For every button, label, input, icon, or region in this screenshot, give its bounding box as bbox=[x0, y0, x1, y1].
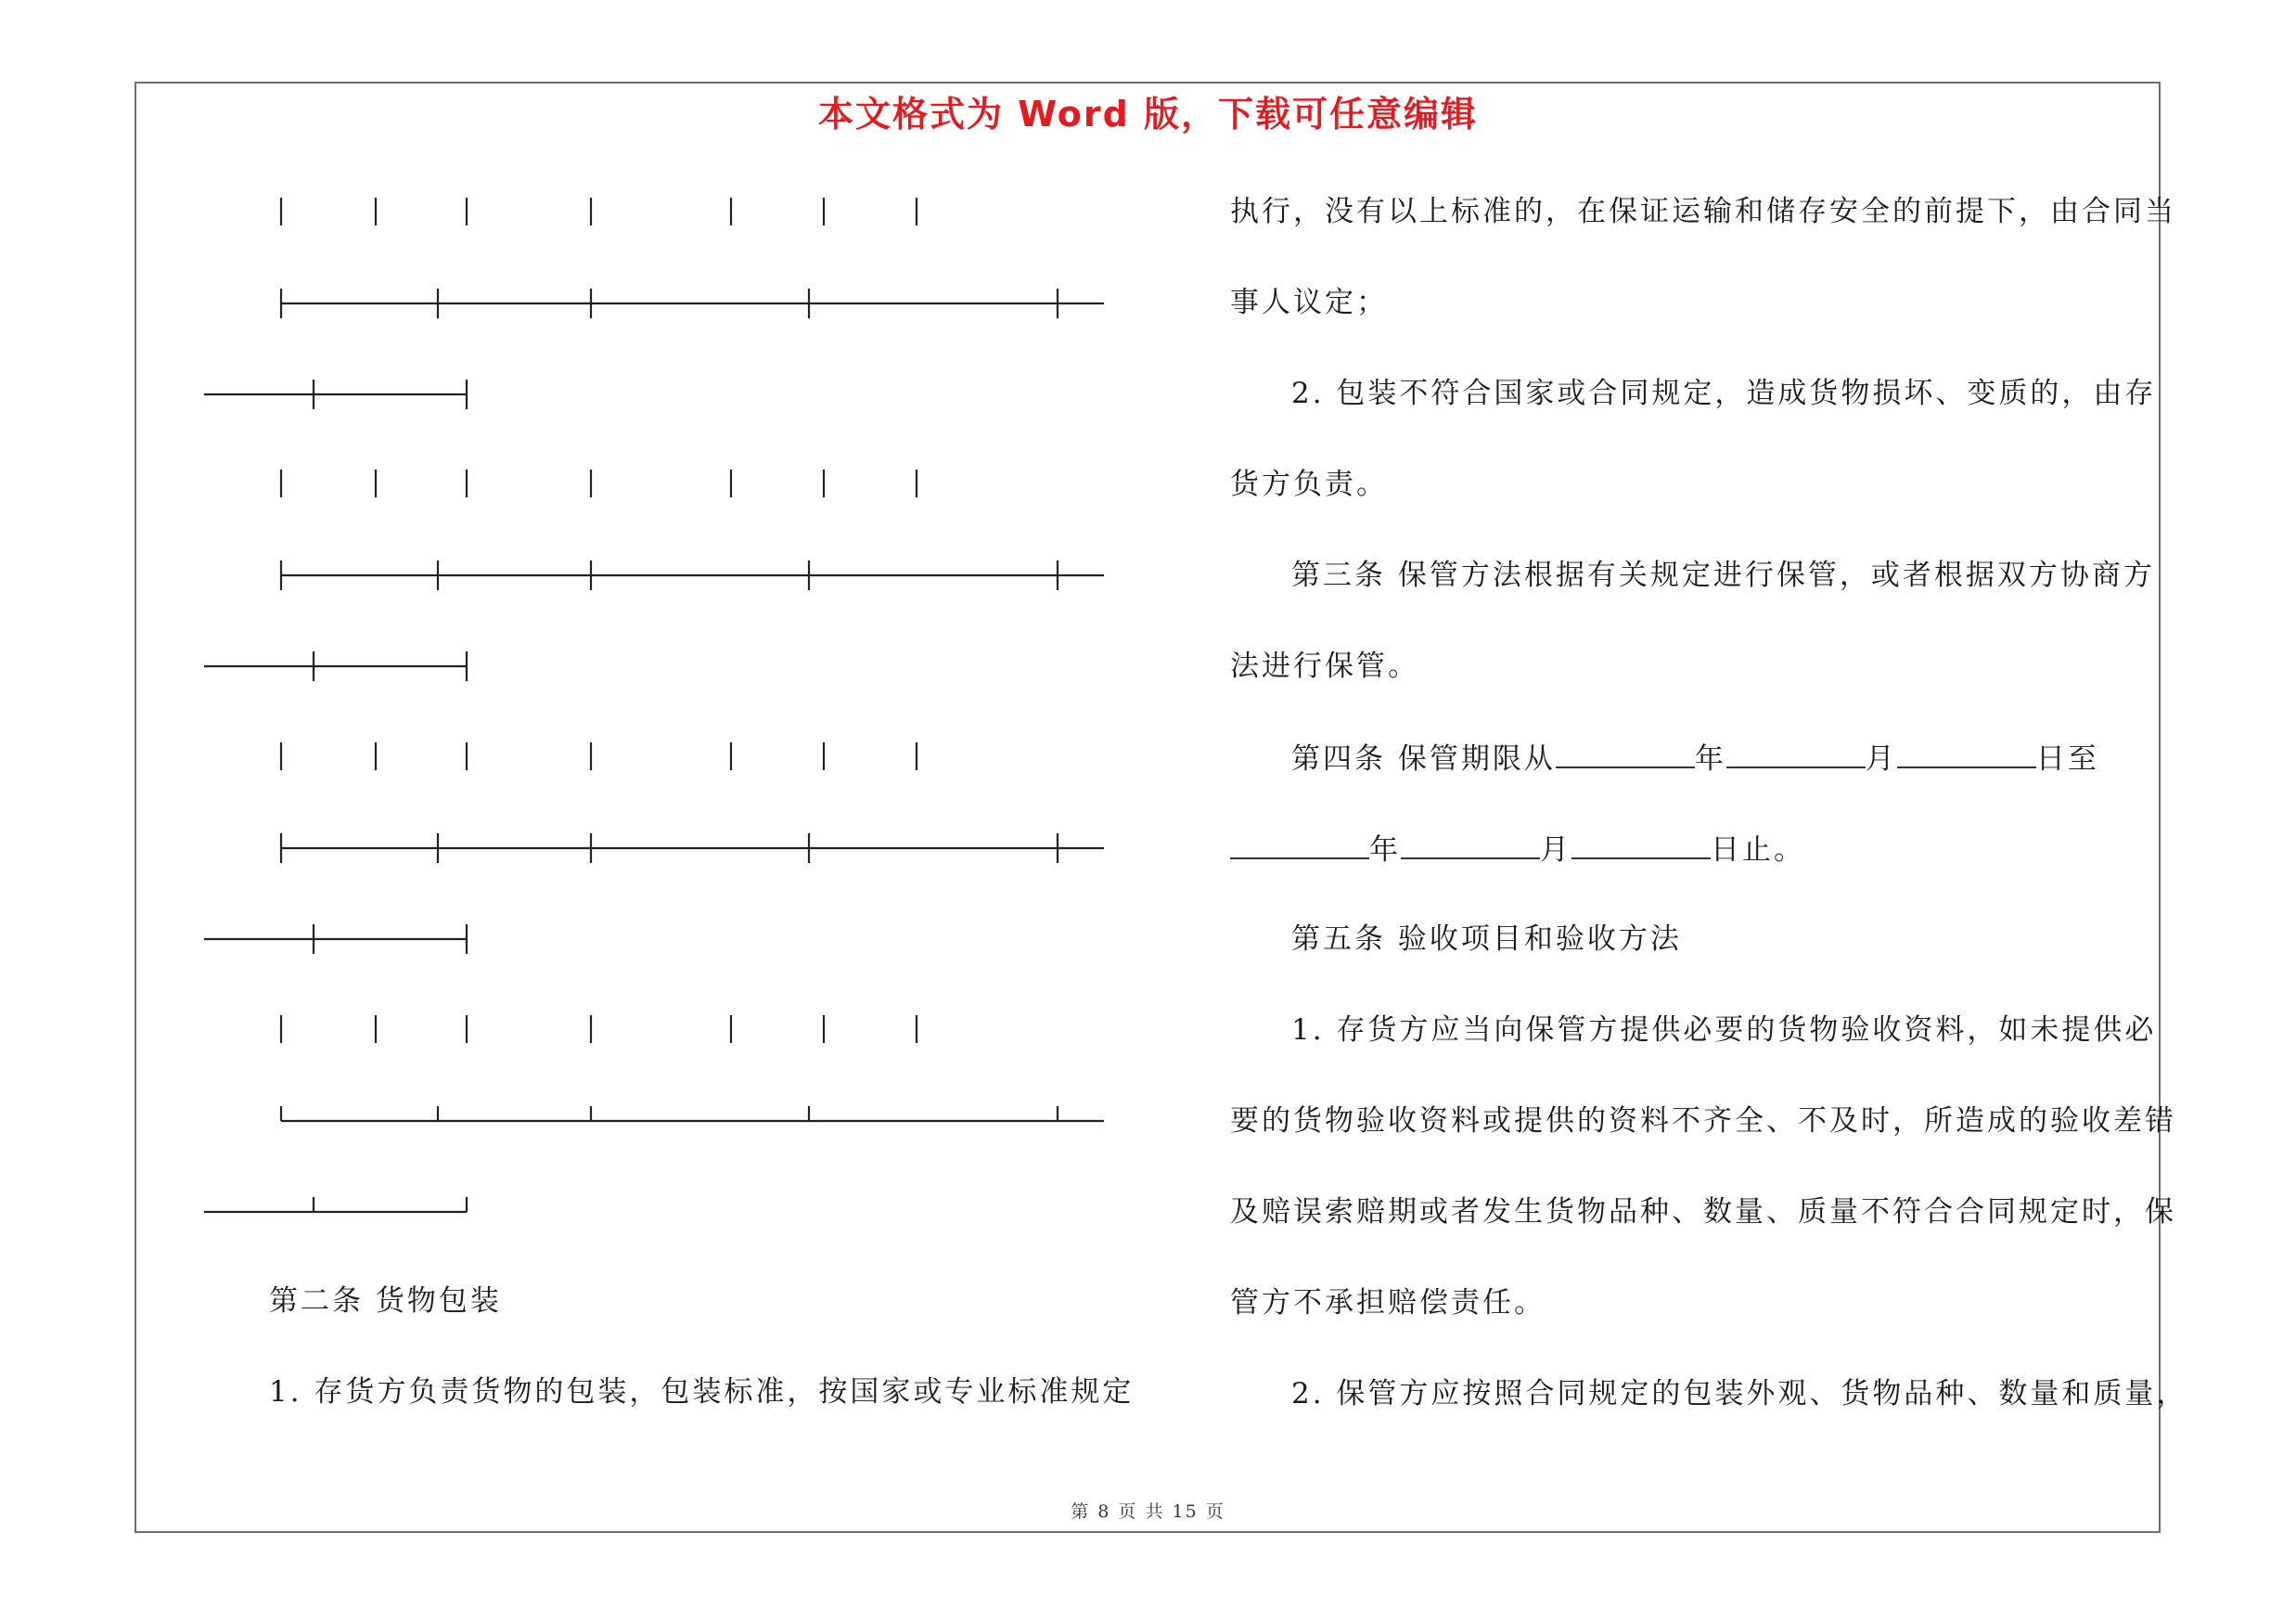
label-year-2: 年 bbox=[1369, 833, 1401, 867]
blank-end-year bbox=[1230, 830, 1369, 859]
label-month: 月 bbox=[1865, 742, 1897, 776]
article5-title: 第五条 验收项目和验收方法 bbox=[1291, 922, 1682, 956]
right-para-10: 要的货物验收资料或提供的资料不齐全、不及时，所造成的验收差错 bbox=[1230, 1104, 2176, 1138]
article2-title: 第二条 货物包装 bbox=[269, 1284, 502, 1318]
right-para-12: 管方不承担赔偿责任。 bbox=[1230, 1286, 1546, 1320]
right-para-2: 事人议定； bbox=[1230, 286, 1388, 319]
article4-lead: 第四条 保管期限从 bbox=[1291, 742, 1556, 776]
right-para-5: 第三条 保管方法根据有关规定进行保管，或者根据双方协商方 bbox=[1291, 559, 2155, 592]
format-banner: 本文格式为 Word 版，下载可任意编辑 bbox=[817, 94, 1479, 135]
right-para-1: 执行，没有以上标准的，在保证运输和储存安全的前提下，由合同当 bbox=[1230, 195, 2176, 228]
page-number: 第 8 页 共 15 页 bbox=[1071, 1501, 1225, 1522]
right-para-6: 法进行保管。 bbox=[1230, 650, 1419, 683]
right-para-4: 货方负责。 bbox=[1230, 468, 1388, 501]
blank-end-month bbox=[1401, 830, 1540, 859]
article2-item1: 1. 存货方负责货物的包装，包装标准，按国家或专业标准规定 bbox=[269, 1375, 1135, 1409]
blank-start-day bbox=[1897, 739, 2036, 768]
label-year: 年 bbox=[1694, 742, 1726, 776]
right-para-9: 1. 存货方应当向保管方提供必要的货物验收资料，如未提供必 bbox=[1291, 1013, 2157, 1047]
table-ruling-art bbox=[0, 0, 1150, 1252]
right-para-13: 2. 保管方应按照合同规定的包装外观、货物品种、数量和质量， bbox=[1291, 1377, 2188, 1410]
label-month-2: 月 bbox=[1540, 833, 1571, 867]
label-day-to: 日至 bbox=[2035, 742, 2099, 776]
article4-line1 bbox=[1291, 739, 2099, 778]
right-para-3: 2. 包装不符合国家或合同规定，造成货物损坏、变质的，由存 bbox=[1291, 377, 2157, 410]
label-day-end: 日止。 bbox=[1711, 833, 1805, 867]
blank-end-day bbox=[1571, 830, 1711, 859]
table-rows bbox=[204, 198, 1104, 1212]
blank-start-year bbox=[1556, 739, 1695, 768]
blank-start-month bbox=[1726, 739, 1866, 768]
right-para-11: 及赔误索赔期或者发生货物品种、数量、质量不符合合同规定时，保 bbox=[1230, 1195, 2176, 1229]
article4-line2 bbox=[1230, 830, 1805, 869]
